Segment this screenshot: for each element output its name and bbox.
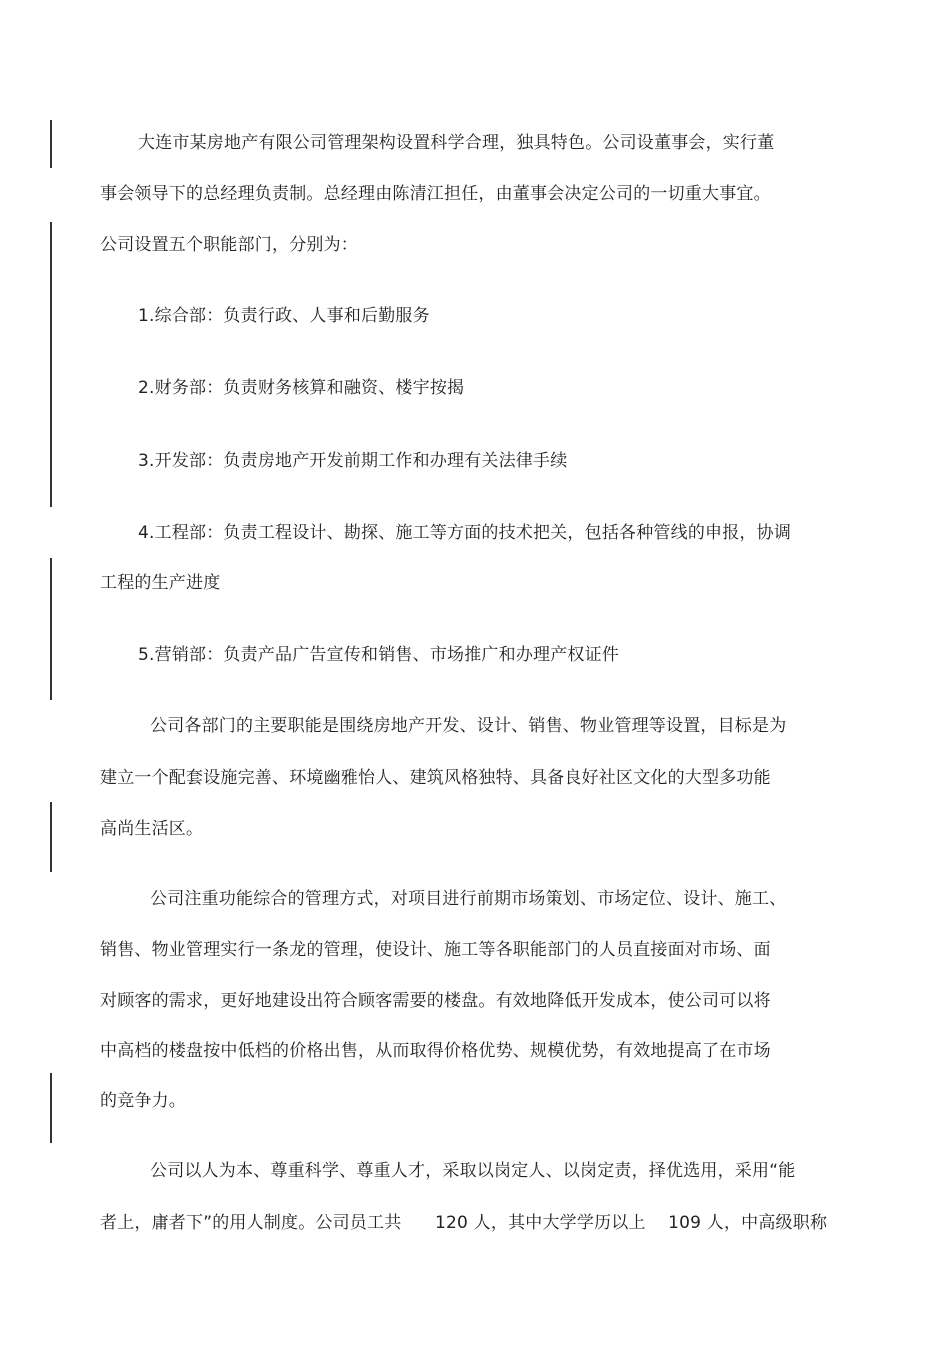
department-item: 1.综合部：负责行政、人事和后勤服务 <box>138 306 430 326</box>
paragraph-1-line: 大连市某房地产有限公司管理架构设置科学合理，独具特色。公司设董事会，实行董 <box>138 133 775 153</box>
department-item-continuation: 工程的生产进度 <box>100 573 221 593</box>
paragraph-3-line: 公司注重功能综合的管理方式，对项目进行前期市场策划、市场定位、设计、施工、 <box>150 889 787 909</box>
paragraph-2-line: 建立一个配套设施完善、环境幽雅怡人、建筑风格独特、具备良好社区文化的大型多功能 <box>100 768 771 788</box>
paragraph-1-line: 事会领导下的总经理负责制。总经理由陈清江担任，由董事会决定公司的一切重大事宜。 <box>100 184 771 204</box>
paragraph-3-line: 的竞争力。 <box>100 1091 186 1111</box>
margin-change-bar <box>50 802 52 872</box>
paragraph-1-line: 公司设置五个职能部门，分别为： <box>100 235 358 255</box>
paragraph-3-line: 销售、物业管理实行一条龙的管理，使设计、施工等各职能部门的人员直接面对市场、面 <box>100 940 771 960</box>
department-item: 4.工程部：负责工程设计、勘探、施工等方面的技术把关，包括各种管线的申报，协调 <box>138 523 792 543</box>
department-item: 5.营销部：负责产品广告宣传和销售、市场推广和办理产权证件 <box>138 645 620 665</box>
department-item: 3.开发部：负责房地产开发前期工作和办理有关法律手续 <box>138 451 568 471</box>
paragraph-2-line: 公司各部门的主要职能是围绕房地产开发、设计、销售、物业管理等设置，目标是为 <box>150 716 787 736</box>
paragraph-3-line: 对顾客的需求，更好地建设出符合顾客需要的楼盘。有效地降低开发成本，使公司可以将 <box>100 991 771 1011</box>
department-item: 2.财务部：负责财务核算和融资、楼宇按揭 <box>138 378 465 398</box>
margin-change-bar <box>50 222 52 507</box>
margin-change-bar <box>50 120 52 168</box>
paragraph-2-line: 高尚生活区。 <box>100 819 204 839</box>
margin-change-bar <box>50 1073 52 1143</box>
margin-change-bar <box>50 558 52 700</box>
paragraph-4-line: 公司以人为本、尊重科学、尊重人才，采取以岗定人、以岗定责，择优选用，采用“能 <box>150 1161 796 1181</box>
paragraph-3-line: 中高档的楼盘按中低档的价格出售，从而取得价格优势、规模优势，有效地提高了在市场 <box>100 1041 771 1061</box>
paragraph-4-line: 者上，庸者下”的用人制度。公司员工共 120 人，其中大学学历以上 109 人，中高级职称 <box>100 1213 828 1233</box>
